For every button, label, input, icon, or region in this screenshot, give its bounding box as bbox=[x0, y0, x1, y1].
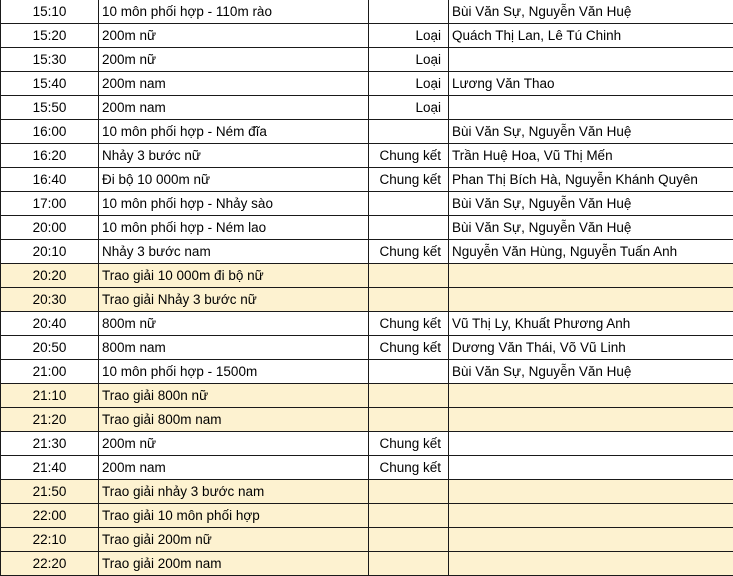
time-cell: 21:20 bbox=[1, 408, 99, 432]
round-cell: Chung kết bbox=[369, 240, 449, 264]
schedule-body bbox=[1, 0, 733, 576]
time-cell: 22:00 bbox=[1, 504, 99, 528]
round-cell: Loại bbox=[369, 24, 449, 48]
time-cell: 21:50 bbox=[1, 480, 99, 504]
table-row bbox=[1, 192, 733, 216]
event-cell: 10 môn phối hợp - Ném lao bbox=[99, 216, 369, 240]
time-cell: 17:00 bbox=[1, 192, 99, 216]
round-cell bbox=[369, 408, 449, 432]
time-cell: 15:10 bbox=[1, 0, 99, 24]
table-row bbox=[1, 24, 733, 48]
event-cell: 200m nữ bbox=[99, 432, 369, 456]
table-row bbox=[1, 360, 733, 384]
event-cell: 800m nữ bbox=[99, 312, 369, 336]
event-cell: 200m nam bbox=[99, 72, 369, 96]
athletes-cell: Lương Văn Thao bbox=[449, 72, 733, 96]
athletes-cell bbox=[449, 432, 733, 456]
time-cell: 21:30 bbox=[1, 432, 99, 456]
athletes-cell: Nguyễn Văn Hùng, Nguyễn Tuấn Anh bbox=[449, 240, 733, 264]
table-row bbox=[1, 48, 733, 72]
time-cell: 20:30 bbox=[1, 288, 99, 312]
athletes-cell bbox=[449, 504, 733, 528]
event-cell: Trao giải 800m nam bbox=[99, 408, 369, 432]
athletes-cell: Bùi Văn Sự, Nguyễn Văn Huệ bbox=[449, 0, 733, 24]
round-cell bbox=[369, 264, 449, 288]
event-cell: Trao giải nhảy 3 bước nam bbox=[99, 480, 369, 504]
event-cell: Trao giải Nhảy 3 bước nữ bbox=[99, 288, 369, 312]
event-cell: Trao giải 800n nữ bbox=[99, 384, 369, 408]
athletes-cell: Phan Thị Bích Hà, Nguyễn Khánh Quyên bbox=[449, 168, 733, 192]
time-cell: 22:10 bbox=[1, 528, 99, 552]
event-cell: 200m nam bbox=[99, 96, 369, 120]
award-row bbox=[1, 528, 733, 552]
time-cell: 16:00 bbox=[1, 120, 99, 144]
event-cell: 200m nữ bbox=[99, 24, 369, 48]
round-cell: Chung kết bbox=[369, 456, 449, 480]
athletes-cell: Quách Thị Lan, Lê Tú Chinh bbox=[449, 24, 733, 48]
table-row bbox=[1, 72, 733, 96]
round-cell bbox=[369, 480, 449, 504]
time-cell: 21:10 bbox=[1, 384, 99, 408]
round-cell bbox=[369, 216, 449, 240]
round-cell: Chung kết bbox=[369, 312, 449, 336]
round-cell bbox=[369, 288, 449, 312]
time-cell: 22:20 bbox=[1, 552, 99, 576]
round-cell: Chung kết bbox=[369, 144, 449, 168]
event-cell: Trao giải 200m nam bbox=[99, 552, 369, 576]
event-cell: 200m nam bbox=[99, 456, 369, 480]
table-row bbox=[1, 336, 733, 360]
time-cell: 20:40 bbox=[1, 312, 99, 336]
event-cell: 10 môn phối hợp - 1500m bbox=[99, 360, 369, 384]
award-row bbox=[1, 408, 733, 432]
round-cell bbox=[369, 504, 449, 528]
round-cell bbox=[369, 528, 449, 552]
table-row bbox=[1, 144, 733, 168]
event-cell: 200m nữ bbox=[99, 48, 369, 72]
table-row bbox=[1, 0, 733, 24]
time-cell: 20:00 bbox=[1, 216, 99, 240]
round-cell: Chung kết bbox=[369, 168, 449, 192]
award-row bbox=[1, 552, 733, 576]
event-cell: 10 môn phối hợp - Nhảy sào bbox=[99, 192, 369, 216]
time-cell: 21:00 bbox=[1, 360, 99, 384]
award-row bbox=[1, 384, 733, 408]
athletes-cell: Trần Huệ Hoa, Vũ Thị Mến bbox=[449, 144, 733, 168]
event-cell: 10 môn phối hợp - 110m rào bbox=[99, 0, 369, 24]
athletes-cell: Bùi Văn Sự, Nguyễn Văn Huệ bbox=[449, 360, 733, 384]
athletes-cell: Vũ Thị Ly, Khuất Phương Anh bbox=[449, 312, 733, 336]
round-cell: Loại bbox=[369, 72, 449, 96]
athletes-cell bbox=[449, 288, 733, 312]
award-row bbox=[1, 288, 733, 312]
event-cell: Nhảy 3 bước nam bbox=[99, 240, 369, 264]
event-cell: Đi bộ 10 000m nữ bbox=[99, 168, 369, 192]
table-row bbox=[1, 456, 733, 480]
time-cell: 15:20 bbox=[1, 24, 99, 48]
table-row bbox=[1, 240, 733, 264]
athletes-cell: Dương Văn Thái, Võ Vũ Linh bbox=[449, 336, 733, 360]
athletes-cell bbox=[449, 264, 733, 288]
table-row bbox=[1, 216, 733, 240]
round-cell bbox=[369, 0, 449, 24]
athletes-cell bbox=[449, 456, 733, 480]
award-row bbox=[1, 504, 733, 528]
athletes-cell bbox=[449, 384, 733, 408]
round-cell: Chung kết bbox=[369, 336, 449, 360]
table-row bbox=[1, 120, 733, 144]
time-cell: 15:50 bbox=[1, 96, 99, 120]
event-cell: Trao giải 200m nữ bbox=[99, 528, 369, 552]
table-row bbox=[1, 432, 733, 456]
time-cell: 16:20 bbox=[1, 144, 99, 168]
round-cell: Loại bbox=[369, 48, 449, 72]
round-cell bbox=[369, 192, 449, 216]
time-cell: 16:40 bbox=[1, 168, 99, 192]
table-row bbox=[1, 96, 733, 120]
event-cell: Trao giải 10 môn phối hợp bbox=[99, 504, 369, 528]
athletes-cell bbox=[449, 96, 733, 120]
award-row bbox=[1, 480, 733, 504]
athletes-cell bbox=[449, 528, 733, 552]
athletes-cell: Bùi Văn Sự, Nguyễn Văn Huệ bbox=[449, 216, 733, 240]
round-cell bbox=[369, 384, 449, 408]
athletes-cell: Bùi Văn Sự, Nguyễn Văn Huệ bbox=[449, 192, 733, 216]
table-row bbox=[1, 168, 733, 192]
round-cell bbox=[369, 360, 449, 384]
round-cell: Loại bbox=[369, 96, 449, 120]
time-cell: 20:20 bbox=[1, 264, 99, 288]
athletes-cell: Bùi Văn Sự, Nguyễn Văn Huệ bbox=[449, 120, 733, 144]
event-cell: 10 môn phối hợp - Ném đĩa bbox=[99, 120, 369, 144]
round-cell bbox=[369, 552, 449, 576]
award-row bbox=[1, 264, 733, 288]
round-cell: Chung kết bbox=[369, 432, 449, 456]
time-cell: 21:40 bbox=[1, 456, 99, 480]
athletes-cell bbox=[449, 552, 733, 576]
round-cell bbox=[369, 120, 449, 144]
table-row bbox=[1, 312, 733, 336]
time-cell: 15:40 bbox=[1, 72, 99, 96]
athletes-cell bbox=[449, 480, 733, 504]
time-cell: 15:30 bbox=[1, 48, 99, 72]
athletes-cell bbox=[449, 408, 733, 432]
athletes-cell bbox=[449, 48, 733, 72]
event-cell: Nhảy 3 bước nữ bbox=[99, 144, 369, 168]
event-cell: 800m nam bbox=[99, 336, 369, 360]
event-cell: Trao giải 10 000m đi bộ nữ bbox=[99, 264, 369, 288]
time-cell: 20:10 bbox=[1, 240, 99, 264]
time-cell: 20:50 bbox=[1, 336, 99, 360]
